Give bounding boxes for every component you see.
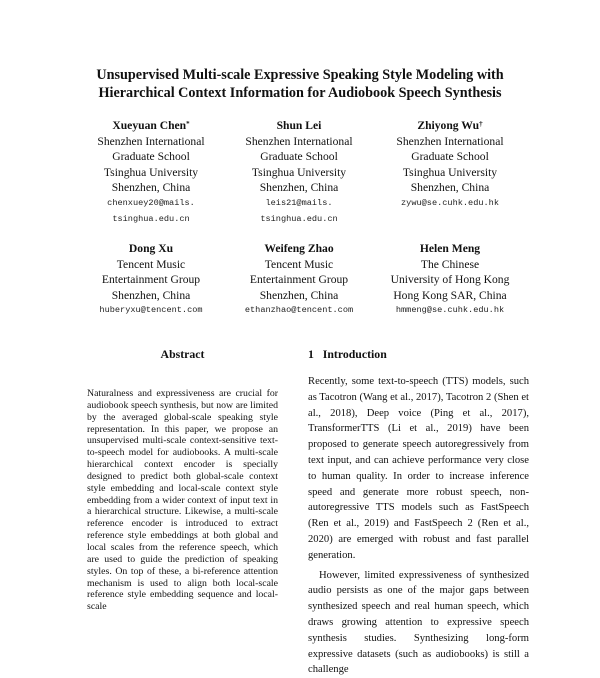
author-email[interactable]: ethanzhao@tencent.com <box>244 305 354 316</box>
affiliation-line: The Chinese <box>420 257 480 271</box>
author-email[interactable]: tsinghua.edu.cn <box>260 213 338 224</box>
author-block <box>76 118 226 227</box>
abstract-text: Naturalness and expressiveness are crucial for audiobook speech synthesis, but now are limited by the averaged global-scale speaking style representation. In this paper, we propose an unsupervised multi-scale context-sensitive text-to-speech model for audiobooks. A multi-scale hierarchical context encoder is specially designed to predict both global-scale context style embedding and local-scale context style embedding from a wider context of input text in a hierarchical structure. Likewise, a multi-scale reference encoder is introduced to extract reference style embeddings at both global and local scales from the reference speech, which are used to guide the prediction of speaking styles. On top of these, a bi-reference attention mechanism is used to align both local-scale reference style embedding sequence and local-scale <box>87 388 278 613</box>
affiliation-line: Graduate School <box>411 150 489 164</box>
introduction-heading: 1 Introduction <box>308 347 387 361</box>
affiliation-line: Graduate School <box>112 150 190 164</box>
affiliation-line: Tencent Music <box>264 257 334 271</box>
author-name: Xueyuan Chen* <box>112 119 190 132</box>
author-email[interactable]: leis21@mails. <box>265 197 333 208</box>
author-mark: * <box>186 120 190 128</box>
author-block <box>375 241 525 319</box>
affiliation-line: Shenzhen, China <box>111 288 191 302</box>
affiliation-line: Shenzhen, China <box>410 181 490 195</box>
author-block <box>224 118 374 227</box>
abstract-heading: Abstract <box>160 347 205 361</box>
affiliation-line: Hong Kong SAR, China <box>393 288 507 302</box>
author-email[interactable]: chenxuey20@mails. <box>107 197 195 208</box>
affiliation-line: Entertainment Group <box>101 273 201 287</box>
paper-title <box>40 66 560 102</box>
paper-title-line-1: Unsupervised Multi-scale Expressive Speaking Style Modeling with <box>96 67 504 83</box>
introduction-paragraph-1: Recently, some text-to-speech (TTS) models, such as Tacotron (Wang et al., 2017), Tacotron 2 (Shen et al., 2018), Deep voice (Ping et al., 2017), TransformerTTS (Li et al., 2019) have been proposed to generate speech autoregressively from text input, and can achieve performance very close to human quality. In order to increase inference speed and generate more robust speech, non-autoregressive TTS models such as FastSpeech (Ren et al., 2019) and FastSpeech 2 (Ren et al., 2020) are emerged with robust and fast parallel generation. <box>308 376 529 561</box>
affiliation-line: University of Hong Kong <box>390 273 510 287</box>
affiliation-line: Shenzhen, China <box>259 288 339 302</box>
author-block <box>224 241 374 319</box>
author-mark: † <box>479 120 483 128</box>
affiliation-line: Shenzhen, China <box>111 181 191 195</box>
affiliation-line: Entertainment Group <box>249 273 349 287</box>
author-name: Weifeng Zhao <box>264 242 334 255</box>
introduction-paragraph-2: However, limited expressiveness of synthesized audio persists as one of the major gaps between synthesized speech and real human speech, which draws growing attention to expressive speech synthesis studies. Synthesizing long-form expressive datasets (such as audiobooks) is still a challenge <box>308 569 529 676</box>
affiliation-line: Tencent Music <box>116 257 186 271</box>
introduction-body <box>308 374 529 678</box>
author-email[interactable]: zywu@se.cuhk.edu.hk <box>401 197 499 208</box>
author-email[interactable]: hmmeng@se.cuhk.edu.hk <box>395 305 505 316</box>
affiliation-line: Tsinghua University <box>251 165 347 179</box>
author-name: Helen Meng <box>419 242 481 255</box>
affiliation-line: Shenzhen, China <box>259 181 339 195</box>
author-block <box>76 241 226 319</box>
author-block <box>375 118 525 212</box>
affiliation-line: Shenzhen International <box>97 134 205 148</box>
affiliation-line: Shenzhen International <box>245 134 353 148</box>
abstract-body <box>87 388 278 613</box>
author-email[interactable]: huberyxu@tencent.com <box>99 305 203 316</box>
author-name: Shun Lei <box>276 119 322 132</box>
author-email[interactable]: tsinghua.edu.cn <box>112 213 190 224</box>
author-name: Dong Xu <box>128 242 174 255</box>
affiliation-line: Tsinghua University <box>402 165 498 179</box>
affiliation-line: Graduate School <box>260 150 338 164</box>
affiliation-line: Tsinghua University <box>103 165 199 179</box>
affiliation-line: Shenzhen International <box>396 134 504 148</box>
author-name: Zhiyong Wu† <box>417 119 483 132</box>
paper-title-line-2: Hierarchical Context Information for Audiobook Speech Synthesis <box>98 85 502 101</box>
